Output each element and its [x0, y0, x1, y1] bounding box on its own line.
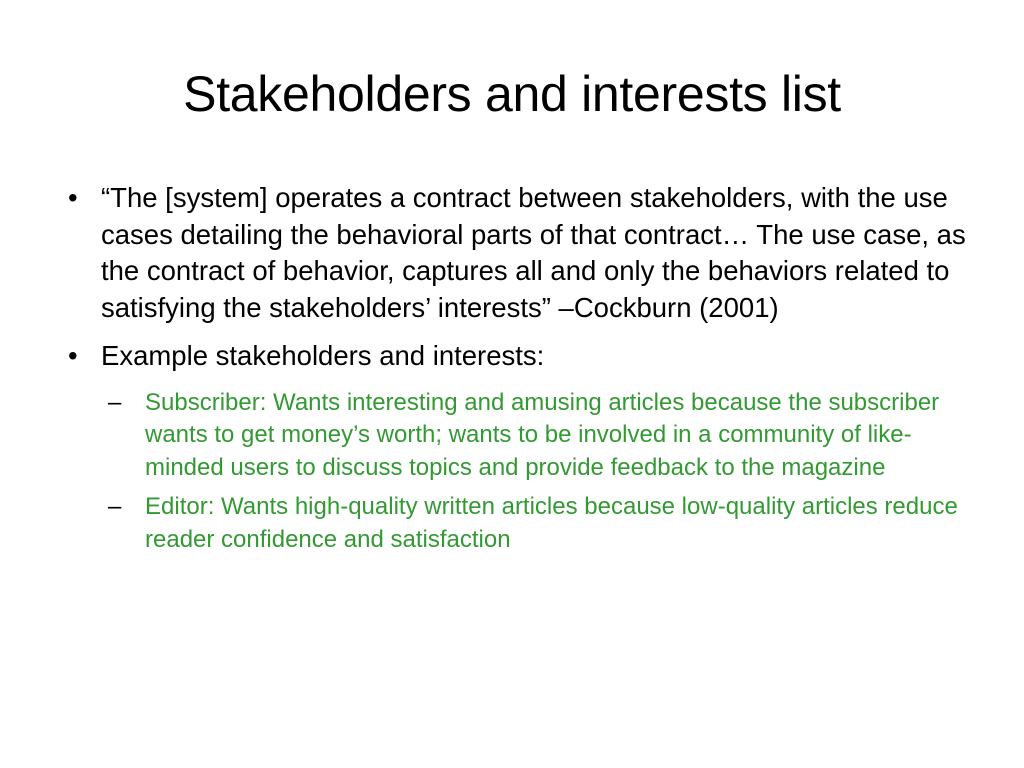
bullet-item-quote [68, 180, 968, 326]
sub-bullet-list [108, 387, 968, 557]
bullet-marker: • [68, 182, 78, 213]
sub-bullet-subscriber [108, 387, 968, 485]
bullet-text: Example stakeholders and interests: [101, 340, 545, 371]
sub-bullet-marker: – [108, 388, 122, 416]
bullet-marker: • [68, 340, 78, 371]
sub-bullet-text: Subscriber: Wants interesting and amusing articles because the subscriber wants to get money’s worth; wants to be involved in a community of like-minded users to discuss topics and provide feedback to the magazine [145, 388, 940, 481]
bullet-item-examples [68, 338, 968, 375]
slide-title: Stakeholders and interests list [183, 66, 841, 122]
sub-bullet-marker: – [108, 493, 122, 520]
slide-content [68, 180, 968, 563]
bullet-text: “The [system] operates a contract between stakeholders, with the use cases detailing the behavioral parts of that contract… The use case, as the contract of behavior, captures all and only the behaviors related to satisfying the stakeholders’ interests” –Cockburn (2001) [101, 182, 966, 323]
sub-bullet-text: Editor: Wants high-quality written articles because low-quality articles reduce reader confidence and satisfaction [145, 493, 958, 553]
sub-bullet-editor [108, 491, 968, 556]
